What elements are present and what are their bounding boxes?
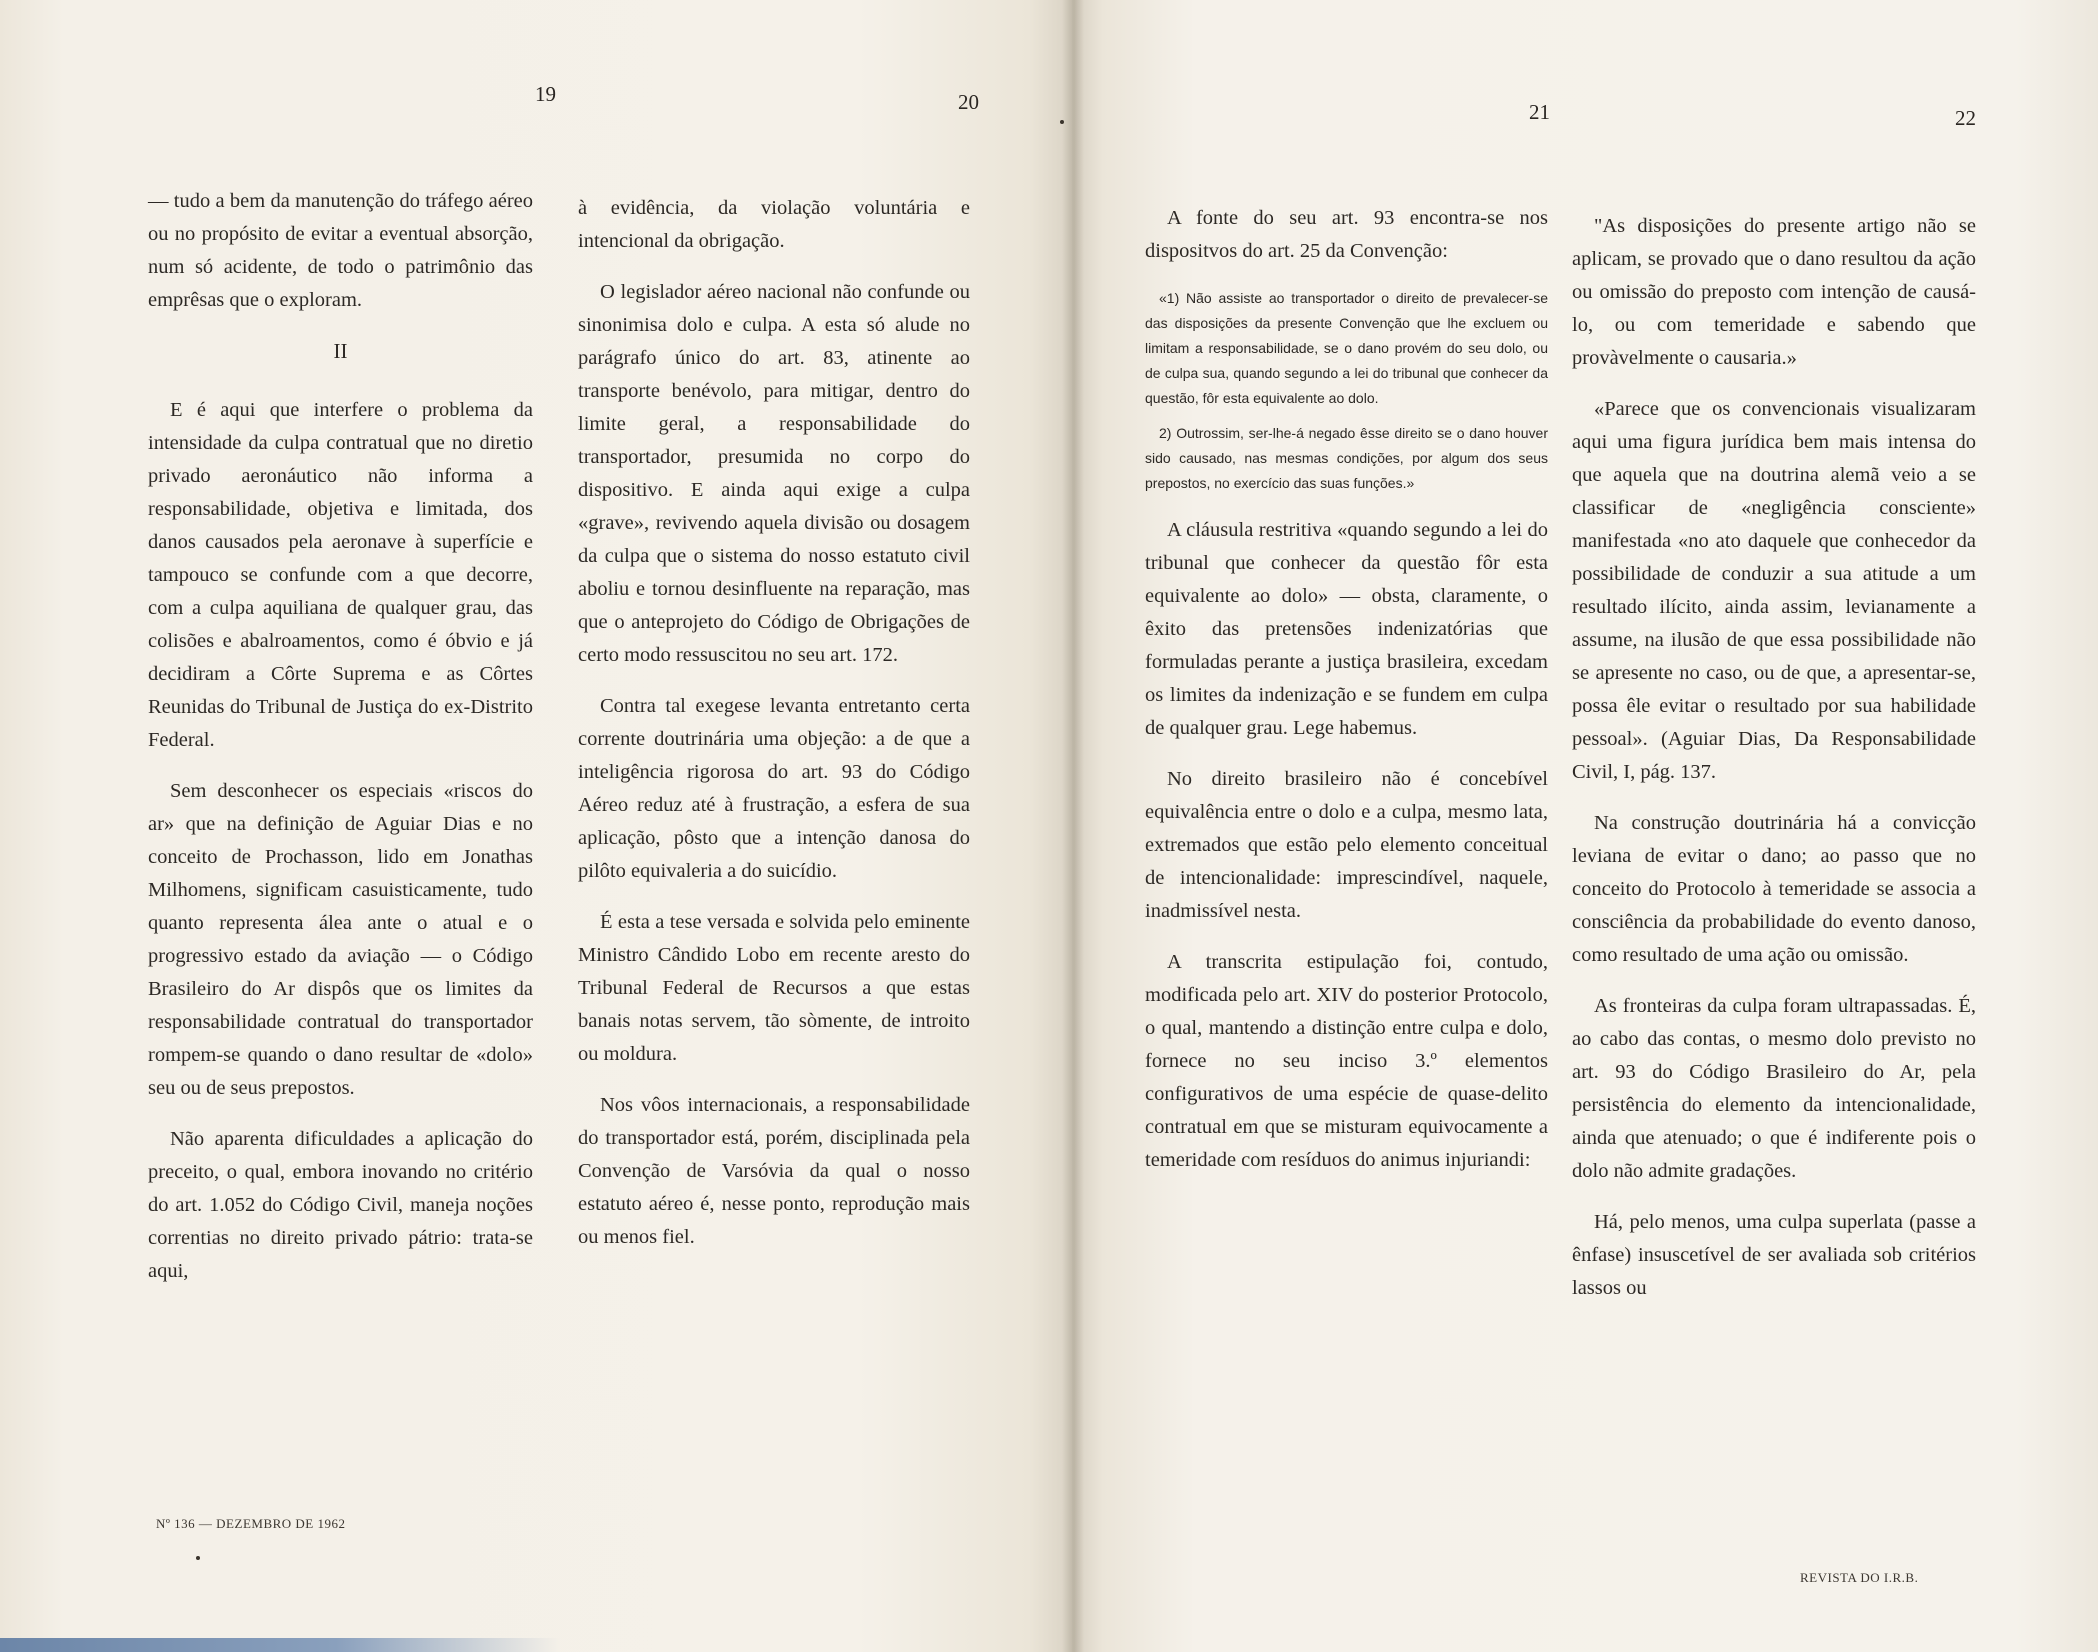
section-heading: II (333, 339, 348, 363)
footer-issue: Nº 136 — DEZEMBRO DE 1962 (156, 1516, 346, 1531)
page-22-column (1572, 210, 1976, 1323)
paragraph: Sem desconhecer os especiais «riscos do ar» que na definição de Aguiar Dias e no conceito de Prochasson, lido em Jonathas Milhomens, significam casuisticamente, tudo quanto representa álea ante o atual e o progressivo estado da aviação — o Código Brasileiro do Ar dispôs que os limites da responsabilidade contratual do transportador rompem-se quando o dano resultar de «dolo» seu ou de seus prepostos. (148, 780, 533, 1099)
quoted-article-2: 2) Outrossim, ser-lhe-á negado êsse direito se o dano houver sido causado, nas mesmas condições, por algum dos seus prepostos, no exercício das suas funções.» (1145, 425, 1548, 491)
paragraph: A fonte do seu art. 93 encontra-se nos dispositvos do art. 25 da Convenção: (1145, 207, 1548, 262)
paragraph: A cláusula restritiva «quando segundo a lei do tribunal que conhecer da questão fôr esta equivalente ao dolo» — obsta, claramente, o êxito das pretensões indenizatórias que formuladas perante a justiça brasileira, excedam os limites da indenização e se fundem em culpa de qualquer grau. Lege habemus. (1145, 519, 1548, 739)
paragraph: Nos vôos internacionais, a responsabilidade do transportador está, porém, disciplinada pela Convenção de Varsóvia da qual o nosso estatuto aéreo é, nesse ponto, reprodução mais ou menos fiel. (578, 1094, 970, 1248)
paragraph: No direito brasileiro não é concebível equivalência entre o dolo e a culpa, mesmo lata, extremados que estão pelo elemento conceitual de intencionalidade: imprescindível, naquele, inadmissível nesta. (1145, 768, 1548, 922)
paragraph: A transcrita estipulação foi, contudo, modificada pelo art. XIV do posterior Protocolo, o qual, mantendo a distinção entre culpa e dolo, fornece no seu inciso 3.º elementos configurativos de uma espécie de quase-delito contratual em que se misturam equivocamente a temeridade com resíduos do animus injuriandi: (1145, 951, 1548, 1171)
page-number-21: 21 (1529, 100, 1550, 124)
page-number-20: 20 (958, 90, 979, 114)
paragraph: Não aparenta dificuldades a aplicação do preceito, o qual, embora inovando no critério do art. 1.052 do Código Civil, maneja noções correntias no direito privado pátrio: trata-se aqui, (148, 1128, 533, 1282)
page-20-column (578, 192, 970, 1272)
paragraph: E é aqui que interfere o problema da intensidade da culpa contratual que no diretio privado aeronáutico não informa a responsabilidade, objetiva e limitada, dos danos causados pela aeronave à superfície e tampouco se confunde com a que decorre, com a culpa aquiliana de qualquer grau, das colisões e abalroamentos, como é óbvio e já decidiram a Côrte Suprema e as Côrtes Reunidas do Tribunal de Justiça do ex-Distrito Federal. (148, 399, 533, 751)
ink-speck (196, 1556, 200, 1560)
footer-journal: REVISTA DO I.R.B. (1800, 1570, 1919, 1585)
paragraph: Contra tal exegese levanta entretanto certa corrente doutrinária uma objeção: a de que a inteligência rigorosa do art. 93 do Código Aéreo reduz até à frustração, a esfera de sua aplicação, pôsto que a intenção danosa do pilôto equivaleria a do suicídio. (578, 695, 970, 882)
quoted-article-1: «1) Não assiste ao transportador o direito de prevalecer-se das disposições da presente Convenção que lhe excluem ou limitam a responsabilidade, se o dano provém do seu dolo, ou de culpa sua, quando segundo a lei do tribunal que conhecer da questão, fôr esta equivalente ao dolo. (1145, 290, 1548, 406)
page-19-column (148, 185, 533, 1306)
page-21-column (1145, 202, 1548, 1195)
paragraph: É esta a tese versada e solvida pelo eminente Ministro Cândido Lobo em recente aresto do Tribunal Federal de Recursos a que estas banais notas servem, tão sòmente, de introito ou moldura. (578, 911, 970, 1065)
paragraph: — tudo a bem da manutenção do tráfego aéreo ou no propósito de evitar a eventual absorção, num só acidente, de todo o patrimônio das emprêsas que o exploram. (148, 190, 533, 311)
paragraph: Há, pelo menos, uma culpa superlata (passe a ênfase) insuscetível de ser avaliada sob critérios lassos ou (1572, 1211, 1976, 1299)
ink-speck (1060, 120, 1064, 124)
paragraph: Na construção doutrinária há a convicção leviana de evitar o dano; ao passo que no conceito do Protocolo à temeridade se associa a consciência da probabilidade do evento danoso, como resultado de uma ação ou omissão. (1572, 812, 1976, 966)
page-number-22: 22 (1955, 106, 1976, 130)
paragraph: à evidência, da violação voluntária e intencional da obrigação. (578, 197, 970, 252)
paragraph: O legislador aéreo nacional não confunde ou sinonimisa dolo e culpa. A esta só alude no parágrafo único do art. 83, atinente ao transporte benévolo, para mitigar, dentro do limite geral, a responsabilidade do transportador, presumida no corpo do dispositivo. E ainda aqui exige a culpa «grave», revivendo aquela divisão ou dosagem da culpa que o sistema do nosso estatuto civil aboliu e tornou desinfluente na reparação, mas que o anteprojeto do Código de Obrigações de certo modo ressuscitou no seu art. 172. (578, 281, 970, 666)
paragraph: "As disposições do presente artigo não se aplicam, se provado que o dano resultou da ação ou omissão do preposto com intenção de causá-lo, ou com temeridade e sabendo que provàvelmente o causaria.» (1572, 215, 1976, 369)
cover-edge (0, 1638, 560, 1652)
page-number-19: 19 (535, 82, 556, 106)
paragraph: As fronteiras da culpa foram ultrapassadas. É, ao cabo das contas, o mesmo dolo previsto no art. 93 do Código Brasileiro do Ar, pela persistência do elemento da intencionalidade, ainda que atenuado; o que é indiferente pois o dolo não admite gradações. (1572, 995, 1976, 1182)
book-gutter (1062, 0, 1084, 1652)
paragraph: «Parece que os convencionais visualizaram aqui uma figura jurídica bem mais intensa do que aquela que na doutrina alemã veio a se classificar de «negligência consciente» manifestada «no ato daquele que conhecedor da possibilidade de conduzir a sua atitude a um resultado ilícito, ainda assim, levianamente a assume, na ilusão de que essa possibilidade não se apresente no caso, ou de que, a apresentar-se, possa êle evitar o resultado por sua habilidade pessoal». (Aguiar Dias, Da Responsabilidade Civil, I, pág. 137. (1572, 398, 1976, 783)
